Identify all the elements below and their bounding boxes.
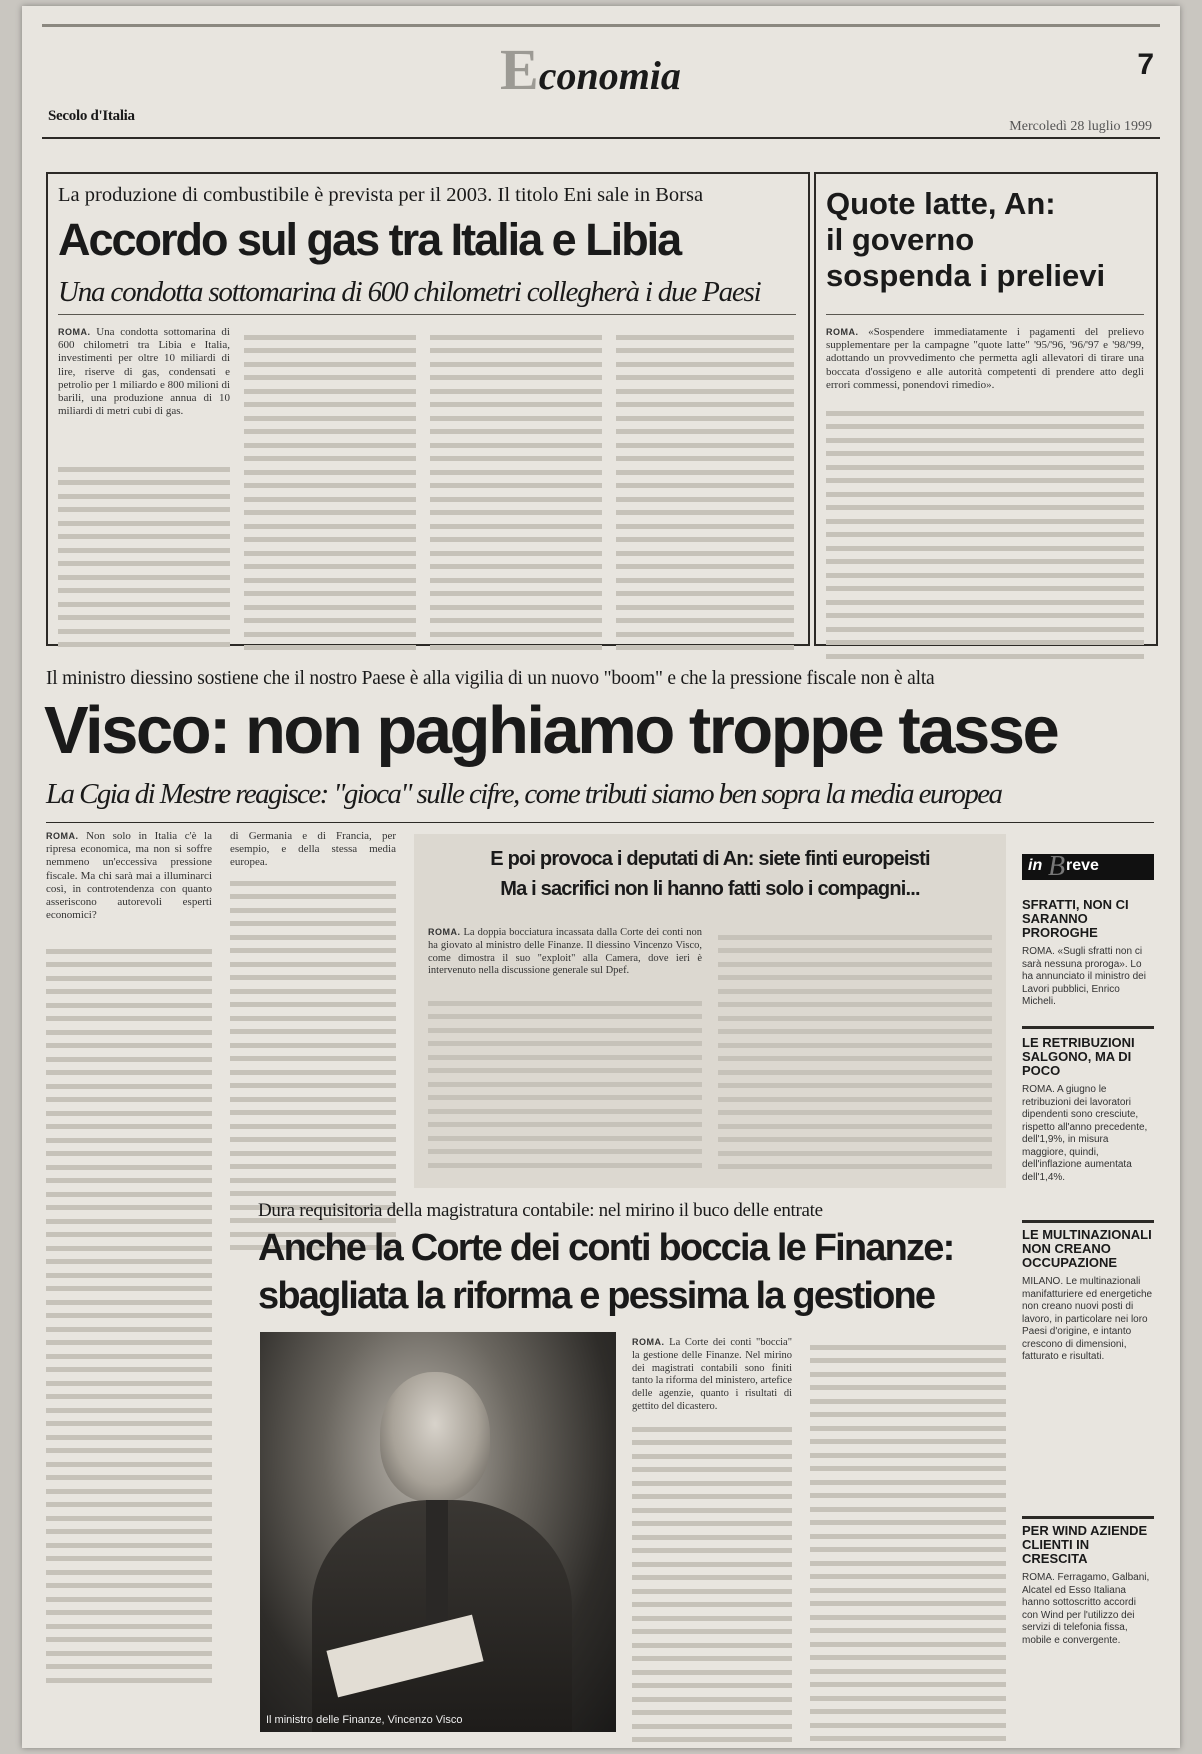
in-breve-divider-3 <box>1022 1516 1154 1519</box>
section-title <box>500 36 681 103</box>
in-breve-divider-1 <box>1022 1026 1154 1029</box>
sidebar-deputati-headline <box>414 844 1006 904</box>
article-gas-lead: Una condotta sottomarina di 600 chilometri tra Libia e Italia, investimenti per oltre 10 miliardi di lire, riserve di gas, condensati e petrolio per 1 miliardo e 800 milioni di barili, una produzione annua di 10 miliardi di metri cubi di gas. <box>58 326 230 418</box>
photo-visco-caption: Il ministro delle Finanze, Vincenzo Visco <box>266 1714 463 1726</box>
in-breve-item-2-text: ROMA. A giugno le retribuzioni dei lavoratori dipendenti sono cresciute, rispetto all'anno precedente, dell'1,9%, in misura maggiore, quindi, dell'inflazione aumentata dell'1,4%. <box>1022 1084 1148 1183</box>
article-gas-box <box>46 172 810 646</box>
article-visco-kicker: Il ministro diessino sostiene che il nostro Paese è alla vigilia di un nuovo "boom" e che la pressione fiscale non è alta <box>46 668 935 689</box>
article-corte-headline-line-2: sbagliata la riforma e pessima la gestione <box>258 1275 935 1317</box>
article-visco-col-1-text <box>46 940 212 1683</box>
article-visco-lead: Non solo in Italia c'è la ripresa economica, ma non si soffre nemmeno un'eccessiva pressione fiscale. Ma chi sarà mai a illuminarci così, in controtendenza con quanto asseriscono autorevoli esperti economici? <box>46 830 212 922</box>
article-visco-col-1 <box>46 830 212 922</box>
in-breve-item-3-text: MILANO. Le multinazionali manifatturiere ed energetiche non creano nuovi posti di lavoro, in particolare nei loro Paesi d'origine, e intanto crescono di dimensioni, fatturato e risultati. <box>1022 1276 1153 1362</box>
article-visco-col-2-text <box>230 872 396 1250</box>
in-breve-item-1-text: ROMA. «Sugli sfratti non ci sarà nessuna proroga». Lo ha annunciato il ministro dei Lavori pubblici, Enrico Micheli. <box>1022 946 1146 1007</box>
sidebar-deputati-lead: La doppia bocciatura incassata dalla Corte dei conti non ha giovato al ministro delle Finanze. Il diessino Vincenzo Visco, come dimostra il suo "exploit" alla Camera, dove ieri è intervenuto nella discussione generale sul Dpef. <box>428 927 702 977</box>
section-initial: E <box>500 37 539 102</box>
in-breve-label-rest: reve <box>1066 857 1099 874</box>
article-visco-headline: Visco: non paghiamo troppe tasse <box>44 693 1058 768</box>
article-gas-kicker: La produzione di combustibile è prevista per il 2003. Il titolo Eni sale in Borsa <box>58 184 704 206</box>
in-breve-item-2 <box>1022 1036 1154 1184</box>
in-breve-label-in: in <box>1028 857 1043 874</box>
article-gas-col-1 <box>58 326 230 418</box>
photo-visco <box>260 1332 616 1732</box>
article-latte-headline-line-2: il governo <box>826 222 975 257</box>
issue-date: Mercoledì 28 luglio 1999 <box>1009 119 1152 134</box>
top-rule <box>42 24 1160 27</box>
article-corte-headline <box>258 1224 953 1320</box>
article-latte-headline-line-3: sospenda i prelievi <box>826 258 1106 293</box>
sidebar-deputati-headline-line-2: Ma i sacrifici non li hanno fatti solo i compagni... <box>500 878 920 900</box>
article-corte-col-1 <box>632 1336 792 1414</box>
in-breve-item-3-title: LE MULTINAZIONALI NON CREANO OCCUPAZIONE <box>1022 1227 1152 1270</box>
newspaper-name: Secolo d'Italia <box>48 108 135 124</box>
article-corte-kicker: Dura requisitoria della magistratura contabile: nel mirino il buco delle entrate <box>258 1200 823 1221</box>
sidebar-deputati-col-1 <box>428 926 702 978</box>
article-gas-dateline: ROMA. <box>58 327 91 337</box>
sidebar-deputati-dateline: ROMA. <box>428 927 461 937</box>
photo-visco-tie <box>426 1500 448 1620</box>
sidebar-deputati-col-2-text <box>718 926 992 1169</box>
in-breve-item-4-title: PER WIND AZIENDE CLIENTI IN CRESCITA <box>1022 1523 1148 1566</box>
article-visco-dateline: ROMA. <box>46 831 79 841</box>
article-corte-col-2-text <box>810 1336 1006 1741</box>
article-visco-subhead: La Cgia di Mestre reagisce: "gioca" sulle cifre, come tributi siamo ben sopra la media europea <box>46 778 1002 810</box>
in-breve-item-1 <box>1022 898 1154 1009</box>
article-visco-rule <box>46 822 1154 823</box>
article-latte-text <box>826 402 1144 659</box>
article-gas-col-3-text <box>430 326 602 650</box>
article-latte-headline-line-1: Quote latte, An: <box>826 186 1056 221</box>
article-corte-col-1-text <box>632 1418 792 1742</box>
in-breve-item-2-title: LE RETRIBUZIONI SALGONO, MA DI POCO <box>1022 1035 1135 1078</box>
article-latte-dateline: ROMA. <box>826 327 859 337</box>
in-breve-item-4 <box>1022 1524 1154 1647</box>
article-corte-lead: La Corte dei conti "boccia" la gestione delle Finanze. Nel mirino dei magistrati contabili sono finiti tanto la riforma del ministero, artefice delle agenzie, quanto i risultati di gettito del dicastero. <box>632 1337 793 1412</box>
masthead-underline <box>42 137 1160 139</box>
in-breve-label-b: B <box>1048 851 1066 882</box>
in-breve-item-4-text: ROMA. Ferragamo, Galbani, Alcatel ed Esso Italiana hanno sottoscritto accordi con Wind per l'utilizzo dei servizi di telefonia fissa, mobile e convergente. <box>1022 1572 1150 1646</box>
article-gas-headline: Accordo sul gas tra Italia e Libia <box>58 214 681 265</box>
section-title-rest: conomia <box>538 53 681 98</box>
photo-visco-head <box>380 1372 490 1502</box>
article-latte-lead: «Sospendere immediatamente i pagamenti del prelievo supplementare per la campagne "quote latte" '95/'96, '96/'97 e '98/'99, adottando un provvedimento che permetta agli allevatori di tirare una boccata d'ossigeno e alle autorità competenti di prendere atto degli errori commessi, ponendovi rimedio». <box>826 326 1144 391</box>
article-latte-col-1 <box>826 326 1144 392</box>
sidebar-deputati-col-1-text <box>428 992 702 1168</box>
article-gas-rule <box>58 314 796 315</box>
article-gas-col-4-text <box>616 326 794 650</box>
article-gas-col-2-text <box>244 326 416 650</box>
article-visco-col-2: di Germania e di Francia, per esempio, e della stessa media europea. <box>230 830 396 869</box>
in-breve-item-3 <box>1022 1228 1154 1364</box>
in-breve-label <box>1022 851 1154 882</box>
article-gas-col-1-text <box>58 458 230 647</box>
article-corte-dateline: ROMA. <box>632 1337 665 1347</box>
in-breve-item-1-title: SFRATTI, NON CI SARANNO PROROGHE <box>1022 897 1129 940</box>
article-corte-headline-line-1: Anche la Corte dei conti boccia le Finanze: <box>258 1227 954 1269</box>
article-latte-rule <box>826 314 1144 315</box>
newspaper-page <box>22 6 1180 1748</box>
sidebar-deputati-headline-line-1: E poi provoca i deputati di An: siete finti europeisti <box>490 848 930 870</box>
article-latte-box <box>814 172 1158 646</box>
article-gas-subhead: Una condotta sottomarina di 600 chilometri collegherà i due Paesi <box>58 276 761 308</box>
page-number: 7 <box>1137 48 1154 81</box>
in-breve-divider-2 <box>1022 1220 1154 1223</box>
sidebar-deputati-box <box>414 834 1006 1188</box>
article-latte-headline <box>826 186 1105 294</box>
